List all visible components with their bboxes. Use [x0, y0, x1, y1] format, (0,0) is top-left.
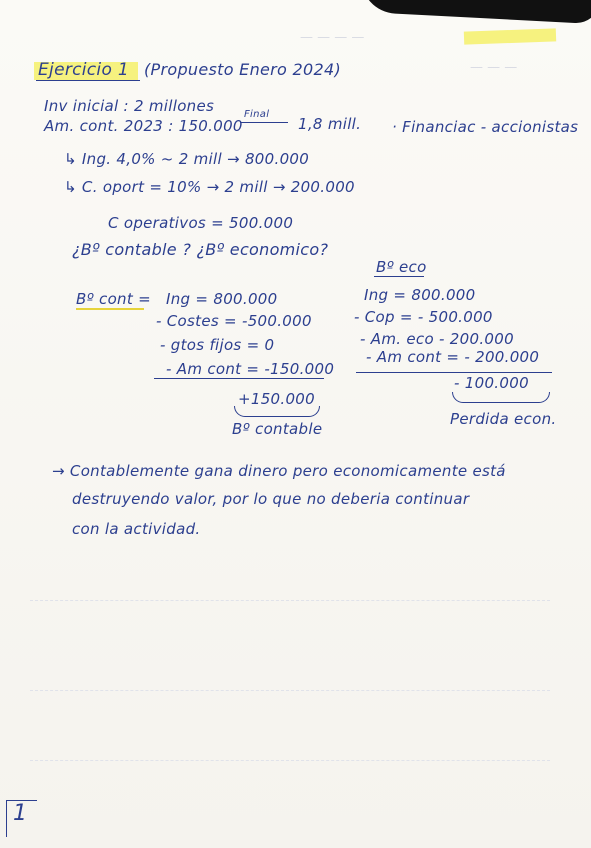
dark-smudge: [359, 0, 591, 24]
economico-row: Ing = 800.000: [364, 286, 476, 304]
coport-line: ↳ C. oport = 10% → 2 mill → 200.000: [64, 178, 355, 196]
highlight-mark: [464, 28, 556, 44]
bleed-through-text: — — —: [470, 60, 518, 75]
inv-line: Inv inicial : 2 millones: [44, 97, 215, 115]
contable-label-underline: [76, 308, 144, 310]
economico-row: - Cop = - 500.000: [354, 308, 493, 326]
page-number: 1: [6, 800, 37, 837]
economico-header-underline: [374, 276, 424, 277]
economico-sum-line: [356, 372, 552, 373]
bleed-through-line: [30, 600, 550, 602]
bleed-through-text: — — — —: [300, 30, 365, 45]
contable-brace: [234, 406, 320, 417]
contable-row: - Costes = -500.000: [156, 312, 312, 330]
final-label: Final: [244, 109, 270, 120]
ing-line: ↳ Ing. 4,0% ~ 2 mill → 800.000: [64, 150, 310, 168]
contable-row: - Am cont = -150.000: [166, 360, 335, 378]
contable-result-label: Bº contable: [232, 420, 323, 438]
final-arrow: [240, 122, 288, 123]
contable-sum-line: [154, 378, 324, 379]
conclusion-line: → Contablemente gana dinero pero economicamente está: [52, 462, 506, 480]
economico-row: - Am cont = - 200.000: [366, 348, 540, 366]
contable-result: +150.000: [238, 390, 315, 408]
economico-header: Bº eco: [376, 258, 427, 276]
contable-label: Bº cont =: [76, 290, 151, 308]
economico-brace: [452, 392, 550, 403]
conclusion-line: destruyendo valor, por lo que no deberia continuar: [72, 490, 470, 508]
question-line: ¿Bº contable ? ¿Bº economico?: [72, 240, 329, 259]
title-underline: [36, 80, 140, 81]
exercise-title: Ejercicio 1: [38, 60, 129, 80]
contable-row: Ing = 800.000: [166, 290, 278, 308]
am-final-value: 1,8 mill.: [298, 115, 362, 133]
bleed-through-line: [30, 690, 550, 692]
exercise-subtitle: (Propuesto Enero 2024): [144, 60, 341, 79]
cop-line: C operativos = 500.000: [108, 214, 294, 232]
bleed-through-line: [30, 760, 550, 762]
am-line: Am. cont. 2023 : 150.000: [44, 117, 243, 135]
conclusion-line: con la actividad.: [72, 520, 201, 538]
economico-result: - 100.000: [454, 374, 529, 392]
contable-row: - gtos fijos = 0: [160, 336, 275, 354]
economico-result-label: Perdida econ.: [450, 410, 557, 428]
financ-line: · Financiac - accionistas: [392, 118, 579, 136]
economico-row: - Am. eco - 200.000: [360, 330, 514, 348]
